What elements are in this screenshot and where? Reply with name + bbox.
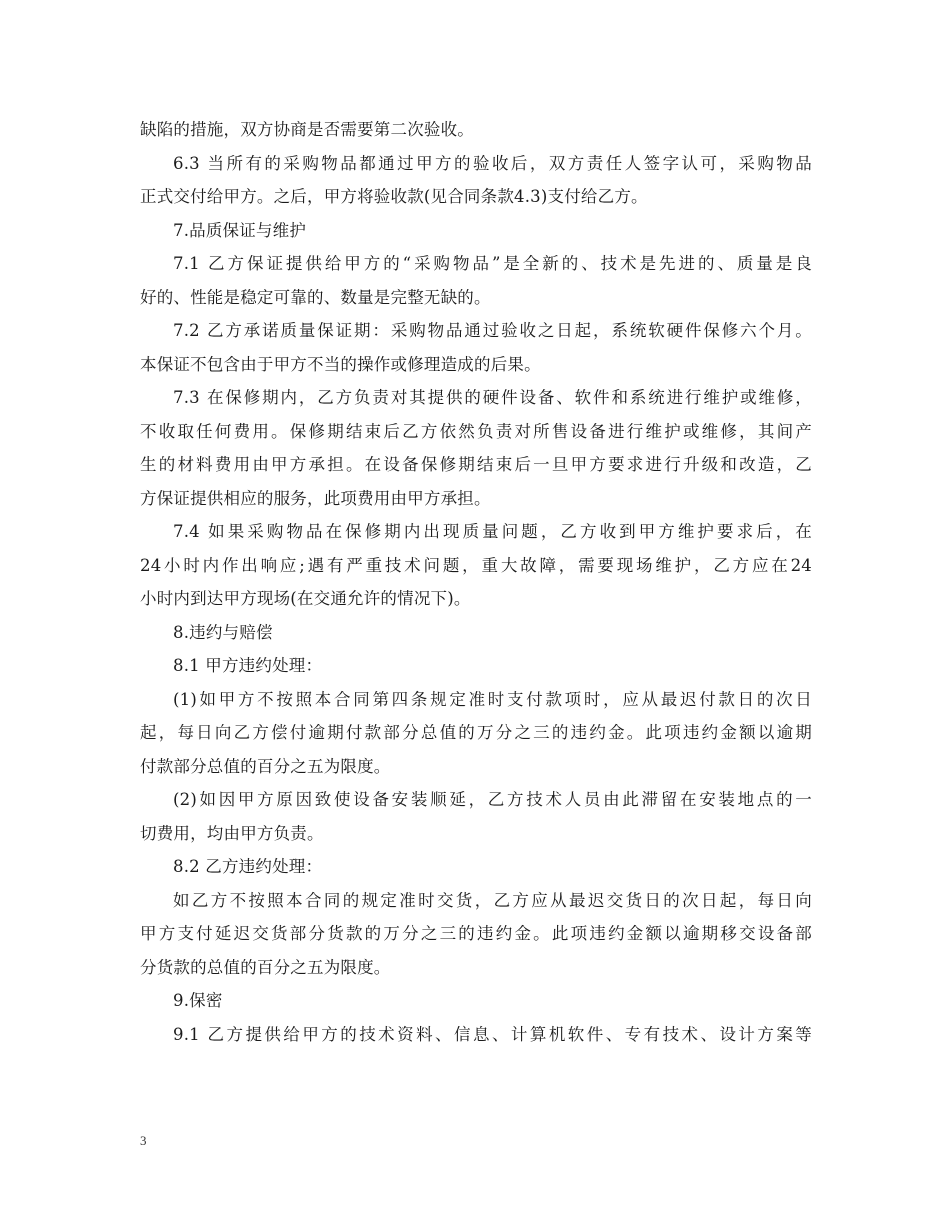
text-line: 分货款的总值的百分之五为限度。	[140, 957, 391, 977]
text-line: 不收取任何费用。保修期结束后乙方依然负责对所售设备进行维护或维修，其间产	[140, 421, 812, 441]
text-line: 9.保密	[173, 991, 223, 1010]
document-body	[140, 113, 812, 1051]
text-line: 方保证提供相应的服务，此项费用由甲方承担。	[140, 488, 491, 508]
text-line: (2)如因甲方原因致使设备安装顺延，乙方技术人员由此滞留在安装地点的一	[173, 790, 812, 809]
text-line: 9.1 乙方提供给甲方的技术资料、信息、计算机软件、专有技术、设计方案等	[173, 1024, 812, 1044]
text-line: 缺陷的措施，双方协商是否需要第二次验收。	[140, 120, 474, 139]
text-line: 生的材料费用由甲方承担。在设备保修期结束后一旦甲方要求进行升级和改造，乙	[140, 455, 812, 474]
text-line: 7.4 如果采购物品在保修期内出现质量问题，乙方收到甲方维护要求后，在	[173, 522, 812, 541]
text-line: 甲方支付延迟交货部分货款的万分之三的违约金。此项违约金额以逾期移交设备部	[140, 924, 812, 943]
text-line: 8.违约与赔偿	[173, 622, 273, 642]
text-line: 切费用，均由甲方负责。	[140, 823, 324, 843]
text-line: 24小时内作出响应;遇有严重技术问题，重大故障，需要现场维护，乙方应在24	[140, 555, 812, 575]
text-line: 如乙方不按照本合同的规定准时交货，乙方应从最迟交货日的次日起，每日向	[173, 890, 812, 910]
text-line: 起，每日向乙方偿付逾期付款部分总值的万分之三的违约金。此项违约金额以逾期	[140, 723, 812, 742]
text-line: 7.2 乙方承诺质量保证期：采购物品通过验收之日起，系统软硬件保修六个月。	[173, 321, 812, 340]
text-line: 本保证不包含由于甲方不当的操作或修理造成的后果。	[140, 354, 541, 374]
page-number: 3	[140, 1133, 147, 1148]
text-line: 8.2 乙方违约处理：	[173, 857, 323, 876]
text-line: 7.品质保证与维护	[173, 220, 307, 240]
text-line: 7.1 乙方保证提供给甲方的“采购物品”是全新的、技术是先进的、质量是良	[173, 254, 812, 273]
text-line: 付款部分总值的百分之五为限度。	[140, 756, 391, 776]
text-line: (1)如甲方不按照本合同第四条规定准时支付款项时，应从最迟付款日的次日	[173, 689, 812, 709]
text-line: 8.1 甲方违约处理：	[173, 656, 323, 675]
text-line: 7.3 在保修期内，乙方负责对其提供的硬件设备、软件和系统进行维护或维修，	[173, 388, 812, 407]
text-line: 小时内到达甲方现场(在交通允许的情况下)。	[140, 589, 471, 608]
text-line: 好的、性能是稳定可靠的、数量是完整无缺的。	[140, 287, 491, 307]
text-line: 正式交付给甲方。之后，甲方将验收款(见合同条款4.3)支付给乙方。	[140, 187, 648, 206]
text-line: 6.3 当所有的采购物品都通过甲方的验收后，双方责任人签字认可，采购物品	[173, 153, 812, 173]
